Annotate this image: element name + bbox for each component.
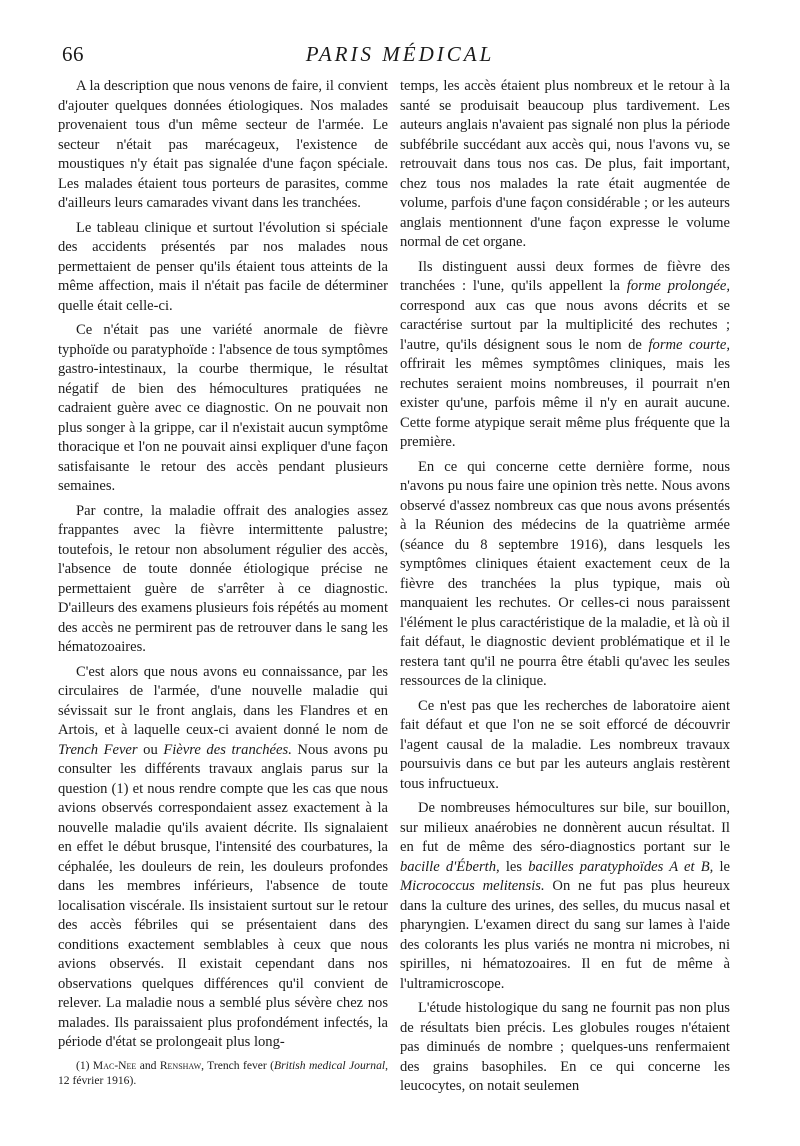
page-number: 66: [62, 42, 84, 66]
footnote: (1) Mac-Nee and Renshaw, Trench fever (British medical Journal, 12 février 1916).: [58, 1058, 388, 1087]
paragraph: A la description que nous venons de faire, il convient d'ajouter quelques données étiologiques. Nos malades provenaient tous d'un même secteur de l'armée. Le secteur n'était pas marécageux, l'existence de moustiques n'y était pas signalée d'une façon spéciale. Les malades étaient tous porteurs de parasites, comme d'ailleurs leurs camarades vivant dans les tranchées.: [58, 78, 388, 211]
left-column: [58, 77, 388, 1093]
paragraph-lab-tests: De nombreuses hémocultures sur bile, sur bouillon, sur milieux anaérobies ne donnèrent aucun résultat. Il en fut de même des séro-diagnostics portant sur le bacille d'Éberth, les bacilles paratyphoïdes A et B, le Micrococcus melitensis. On ne fut pas plus heureux dans la culture des urines, des selles, du mucus nasal et pharyngien. L'examen direct du sang sur lames à l'aide des colorants les plus variés ne montra ni microbes, ni spirilles, ni hématozoaires. Il en fut de même à l'ultramicroscope.: [400, 800, 730, 992]
paragraph: Ce n'était pas une variété anormale de fièvre typhoïde ou paratyphoïde : l'absence de tous symptômes gastro-intestinaux, la courbe thermique, le résultat négatif de bien des hémocultures pratiquées ne cadraient guère avec ce diagnostic. On ne pouvait non plus songer à la grippe, car il n'existait aucun symptôme thoracique et l'on ne pouvait ainsi expliquer d'une façon satisfaisante le retour des accès pendant plusieurs semaines.: [58, 322, 388, 494]
term-fievre-des-tranchees: Fièvre des tranchées.: [163, 741, 292, 758]
paragraph: Le tableau clinique et surtout l'évolution si spéciale des accidents présentés par nos malades nous permettaient de penser qu'ils étaient tous atteints de la même affection, mais il n'était pas facile de déterminer quelle était celle-ci.: [58, 219, 388, 314]
term-forme-courte: forme courte,: [648, 336, 730, 353]
paragraph: Ce n'est pas que les recherches de laboratoire aient fait défaut et que l'on ne se soit efforcé de découvrir l'agent causal de la maladie. Les nombreux travaux poursuivis dans ce but par les auteurs anglais restèrent tous infructueux.: [400, 697, 730, 792]
paragraph: L'étude histologique du sang ne fournit pas non plus de résultats bien précis. Les globules rouges n'étaient pas diminués de nombre ; quelques-uns renfermaient des grains basophiles. En ce qui concerne les leucocytes, on notait seulemen: [400, 1000, 730, 1094]
paragraph-forms: Ils distinguent aussi deux formes de fièvre des tranchées : l'une, qu'ils appellent la forme prolongée, correspond aux cas que nous avons décrits et se caractérise surtout par la multiplicité des rechutes ; l'autre, qu'ils désignent sous le nom de forme courte, offrirait les mêmes symptômes cliniques, mais les rechutes seraient moins nombreuses, il pourrait n'en exister qu'une, parfois même il n'y en aurait aucune. Cette forme atypique serait même plus fréquente que la première.: [400, 258, 730, 450]
right-column: [400, 77, 730, 1102]
paragraph: En ce qui concerne cette dernière forme, nous n'avons pu nous faire une opinion très nette. Nous avons observé d'assez nombreux cas que nous avons présentés à la Réunion des médecins de la quatrième armée (séance du 8 septembre 1916), dans lesquels les symptômes cliniques étaient exactement ceux de la fièvre des tranchées la plus typique, mais où manquaient les rechutes. Or celles-ci nous paraissent l'élément le plus caractéristique de la maladie, et là où il fait défaut, le diagnostic devient problématique et il le restera tant qu'il ne pourra être établi qu'avec les seules ressources de la clinique.: [400, 458, 730, 689]
running-title: PARIS MÉDICAL: [305, 42, 495, 66]
paragraph: Par contre, la maladie offrait des analogies assez frappantes avec la fièvre intermittente palustre; toutefois, le retour non absolument régulier des accès, l'absence de toute donnée étiologique précise ne permettaient guère de s'arrêter à ce diagnostic. D'ailleurs des examens plusieurs fois répétés au moment des accès ne permirent pas de retrouver dans le sang les hématozoaires.: [58, 502, 388, 655]
paragraph-trench-fever: C'est alors que nous avons eu connaissance, par les circulaires de l'armée, d'une nouvelle maladie qui sévissait sur le front anglais, dans les Flandres et en Artois, et à laquelle ceux-ci avaient donné le nom de Trench Fever ou Fièvre des tranchées. Nous avons pu consulter les différents travaux anglais parus sur la question (1) et nous rendre compte que les cas que nous avions observés correspondaient assez exactement à la nouvelle maladie qu'ils avaient décrite. Ils signalaient en effet le début brusque, l'intensité des courbatures, la céphalée, les douleurs de rein, les douleurs profondes dans les membres inférieurs, l'absence de toute localisation viscérale. Ils insistaient surtout sur le retour des accès fébriles qui se présentaient dans des conditions exactement semblables à ceux que nous avions observés. Il existait cependant dans nos observations quelques différences qu'il convient de relever. La maladie nous a semblé plus sévère chez nos malades. Ils paraissaient plus profondément infectés, la période d'état se prolongeait plus long-: [58, 663, 388, 1050]
term-trench-fever: Trench Fever: [58, 741, 138, 758]
term-forme-prolongee: forme prolongée,: [626, 278, 730, 294]
paragraph-continued: temps, les accès étaient plus nombreux et le retour à la santé se produisait beaucoup plus tardivement. Les auteurs anglais n'avaient pas signalé non plus la période subfébrile succédant aux accès qui, nous l'avons vu, se retrouvait dans tous nos cas. De plus, fait important, chez tous nos malades la rate était augmentée de volume, parfois d'une façon considérable ; or les auteurs anglais mentionnent d'une façon expresse le volume normal de cet organe.: [400, 78, 730, 250]
